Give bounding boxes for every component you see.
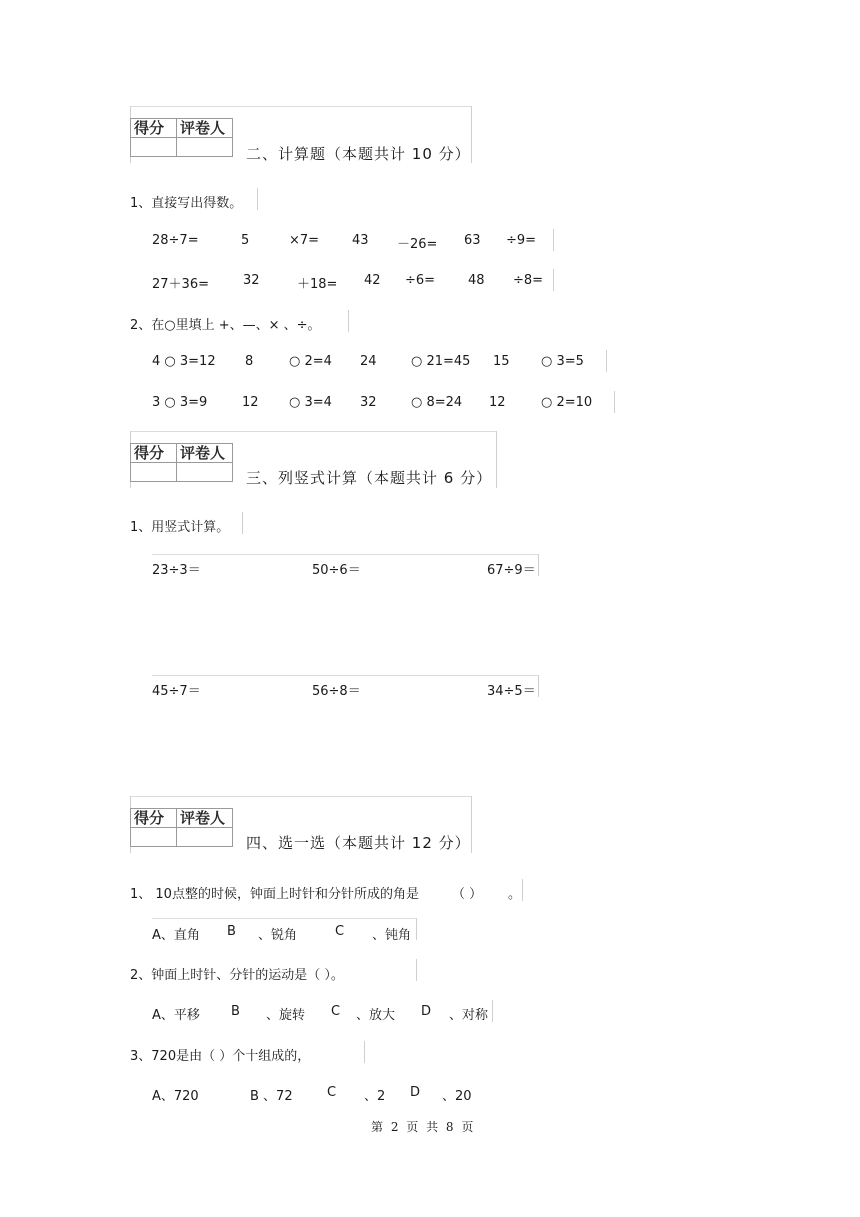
s2-q1-r2-c7: ÷8=: [513, 273, 544, 288]
section4-frame-right: [471, 796, 472, 853]
s2-q2-r2-c7: ○ 2=10: [541, 395, 593, 410]
s2-q1-r2-c3: ＋18=: [297, 277, 338, 292]
grader-cell[interactable]: [177, 828, 233, 847]
s4-q1-blank[interactable]: （ ）: [452, 887, 483, 902]
score-box: [130, 808, 233, 847]
s4-q2-stem: 2、钟面上时针、分针的运动是（ ）。: [130, 968, 344, 983]
s2-q1-divider: [257, 188, 258, 210]
section2-title: 二、计算题（本题共计 10 分）: [246, 145, 471, 163]
score-cell[interactable]: [131, 828, 177, 847]
section2-frame-right: [471, 106, 472, 163]
s4-q3-option-d-letter[interactable]: D: [410, 1085, 421, 1100]
s3-r2-c2: 56÷8＝: [312, 684, 361, 699]
s4-q2-option-d-letter[interactable]: D: [421, 1004, 432, 1019]
s4-q1-option-c-letter[interactable]: C: [335, 924, 345, 939]
s4-q3-stem: 3、720是由（ ）个十组成的，: [130, 1049, 311, 1064]
s3-r2-divider: [538, 675, 539, 697]
score-box: [130, 443, 233, 482]
s2-q2-r1-c5: ○ 21=45: [411, 354, 471, 369]
s2-q1-r1-c4: 43: [352, 233, 369, 248]
score-box: [130, 118, 233, 157]
s3-r2-c3: 34÷5＝: [487, 684, 536, 699]
s4-q1-stem: 1、 10点整的时候，钟面上时针和分针所成的角是: [130, 887, 419, 902]
score-cell[interactable]: [131, 138, 177, 157]
s4-q2-option-c-letter[interactable]: C: [331, 1004, 341, 1019]
score-label: 得分: [131, 809, 177, 828]
s3-r1-c1: 23÷3＝: [152, 563, 201, 578]
s3-r1-c2: 50÷6＝: [312, 563, 361, 578]
s2-q2-r2-c4: 32: [360, 395, 377, 410]
s2-q2-r1-c6: 15: [493, 354, 510, 369]
s4-q2-options-divider: [492, 1000, 493, 1022]
s2-q2-divider: [348, 310, 349, 332]
s4-q1-divider: [522, 879, 523, 901]
s3-row2-rule: [152, 675, 538, 676]
s2-q1-r1-divider: [553, 229, 554, 251]
s4-q2-option-d-text[interactable]: 、对称: [449, 1008, 489, 1023]
s2-q2-r2-c1: 3 ○ 3=9: [152, 395, 208, 410]
s2-q1-r1-c7: ÷9=: [506, 233, 537, 248]
s2-q1-r1-c5: －26=: [397, 237, 438, 252]
s4-q1-option-b-text[interactable]: 、锐角: [258, 928, 298, 943]
s2-q2-r2-c3: ○ 3=4: [289, 395, 332, 410]
s4-q2-option-c-text[interactable]: 、放大: [356, 1008, 396, 1023]
grader-cell[interactable]: [177, 463, 233, 482]
s2-q2-r1-c3: ○ 2=4: [289, 354, 332, 369]
s2-q2-r1-c7: ○ 3=5: [541, 354, 584, 369]
s4-q3-divider: [364, 1041, 365, 1063]
s2-q1-r1-c2: 5: [241, 233, 250, 248]
s3-r1-divider: [538, 554, 539, 576]
s2-q2-r2-c6: 12: [489, 395, 506, 410]
s2-q1-r2-c6: 48: [468, 273, 485, 288]
s4-q1-option-a[interactable]: A、直角: [152, 928, 200, 943]
grader-label: 评卷人: [177, 809, 233, 828]
s4-q1-options-rule: [152, 918, 417, 919]
section4-frame-top: [130, 796, 472, 797]
grader-label: 评卷人: [177, 119, 233, 138]
s2-q2-r2-divider: [614, 391, 615, 413]
s3-q1-label: 1、用竖式计算。: [130, 520, 230, 535]
s2-q2-r1-c1: 4 ○ 3=12: [152, 354, 216, 369]
s2-q1-r2-c4: 42: [364, 273, 381, 288]
grader-label: 评卷人: [177, 444, 233, 463]
section3-frame-top: [130, 431, 497, 432]
section4-title: 四、选一选（本题共计 12 分）: [246, 834, 471, 852]
score-cell[interactable]: [131, 463, 177, 482]
section2-frame-top: [130, 106, 472, 107]
s2-q1-r1-c1: 28÷7=: [152, 233, 199, 248]
s2-q2-r2-c5: ○ 8=24: [411, 395, 463, 410]
s4-q3-option-c-letter[interactable]: C: [327, 1085, 337, 1100]
s4-q3-option-a[interactable]: A、720: [152, 1089, 199, 1104]
s4-q2-divider: [416, 959, 417, 981]
s3-row1-rule: [152, 554, 538, 555]
s3-q1-divider: [242, 512, 243, 534]
s4-q1-end: 。: [508, 887, 522, 902]
page-footer: 第 2 页 共 8 页: [371, 1120, 474, 1134]
s2-q2-r1-c4: 24: [360, 354, 377, 369]
s4-q1-option-c-text[interactable]: 、钝角: [372, 928, 412, 943]
s2-q1-r2-c2: 32: [243, 273, 260, 288]
s2-q1-r2-c5: ÷6=: [405, 273, 436, 288]
s4-q1-option-b-letter[interactable]: B: [227, 924, 236, 939]
s3-r2-c1: 45÷7＝: [152, 684, 201, 699]
score-label: 得分: [131, 119, 177, 138]
s4-q3-option-c-text[interactable]: 、2: [364, 1089, 386, 1104]
section3-title: 三、列竖式计算（本题共计 6 分）: [246, 469, 493, 487]
s4-q2-option-b-letter[interactable]: B: [231, 1004, 240, 1019]
score-label: 得分: [131, 444, 177, 463]
s2-q1-label: 1、直接写出得数。: [130, 196, 243, 211]
grader-cell[interactable]: [177, 138, 233, 157]
s2-q1-r2-c1: 27＋36=: [152, 277, 209, 292]
s3-r1-c3: 67÷9＝: [487, 563, 536, 578]
s2-q2-label: 2、在○里填上 +、—、× 、÷。: [130, 318, 321, 333]
s4-q3-option-d-text[interactable]: 、20: [442, 1089, 472, 1104]
s4-q2-option-b-text[interactable]: 、旋转: [266, 1008, 306, 1023]
s2-q2-r1-divider: [606, 350, 607, 372]
s2-q2-r1-c2: 8: [245, 354, 254, 369]
s4-q3-option-b[interactable]: B 、72: [250, 1089, 293, 1104]
s4-q1-options-divider: [416, 918, 417, 940]
s2-q1-r2-divider: [553, 269, 554, 291]
section3-frame-right: [496, 431, 497, 488]
s2-q1-r1-c6: 63: [464, 233, 481, 248]
s2-q1-r1-c3: ×7=: [289, 233, 320, 248]
s2-q2-r2-c2: 12: [242, 395, 259, 410]
s4-q2-option-a[interactable]: A、平移: [152, 1008, 200, 1023]
